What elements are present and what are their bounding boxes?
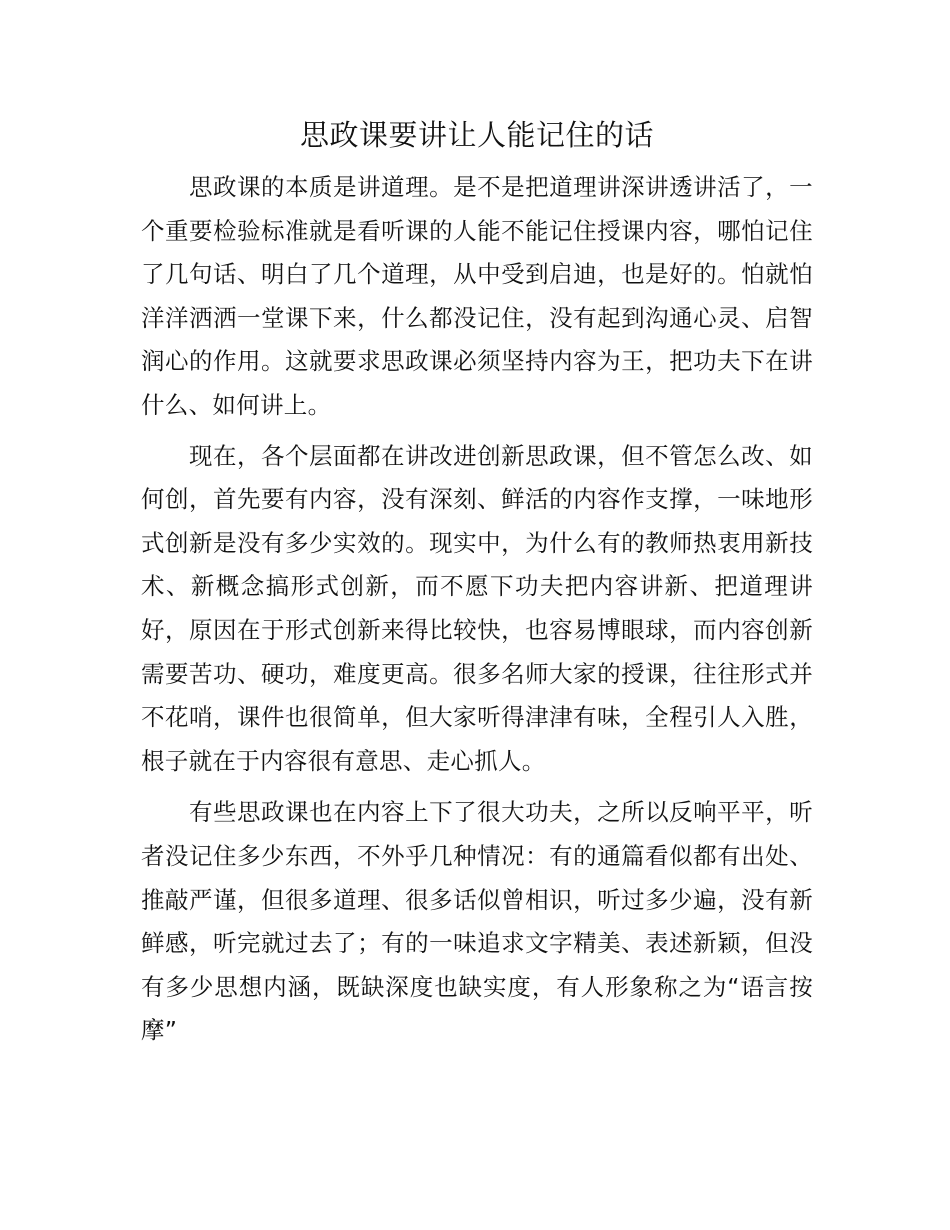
paragraph-2: 现在，各个层面都在讲改进创新思政课，但不管怎么改、如何创，首先要有内容，没有深刻、鲜活的内容作支撑，一味地形式创新是没有多少实效的。现实中，为什么有的教师热衷用新技术、新概念搞形式创新，而不愿下功夫把内容讲新、把道理讲好，原因在于形式创新来得比较快，也容易博眼球，而内容创新需要苦功、硬功，难度更高。很多名师大家的授课，往往形式并不花哨，课件也很简单，但大家听得津津有味，全程引人入胜，根子就在于内容很有意思、走心抓人。 [141,441,813,775]
document-page [141,112,813,1053]
document-title: 思政课要讲让人能记住的话 [299,118,654,152]
paragraph-1: 思政课的本质是讲道理。是不是把道理讲深讲透讲活了，一个重要检验标准就是看听课的人能不能记住授课内容，哪怕记住了几句话、明白了几个道理，从中受到启迪，也是好的。怕就怕洋洋洒洒一堂课下来，什么都没记住，没有起到沟通心灵、启智润心的作用。这就要求思政课必须坚持内容为王，把功夫下在讲什么、如何讲上。 [141,173,813,419]
paragraph-3: 有些思政课也在内容上下了很大功夫，之所以反响平平，听者没记住多少东西，不外乎几种情况：有的通篇看似都有出处、推敲严谨，但很多道理、很多话似曾相识，听过多少遍，没有新鲜感，听完就过去了；有的一味追求文字精美、表述新颖，但没有多少思想内涵，既缺深度也缺实度，有人形象称之为“语言按摩” [141,798,813,1045]
